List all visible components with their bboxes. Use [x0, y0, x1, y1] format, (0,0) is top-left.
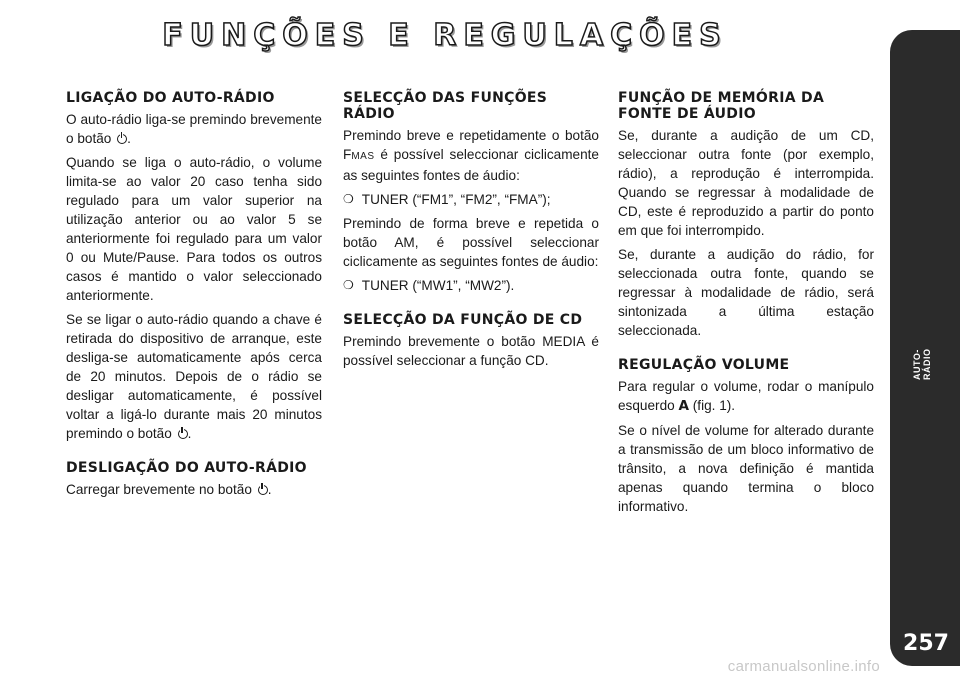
- section-heading-power-on: LIGAÇÃO DO AUTO-RÁDIO: [66, 90, 275, 106]
- text: TUNER (“MW1”, “MW2”).: [361, 278, 515, 293]
- text: Carregar brevemente no botão: [66, 482, 252, 497]
- list-item: [343, 276, 599, 295]
- section-heading-power-off: DESLIGAÇÃO DO AUTO-RÁDIO: [66, 460, 307, 476]
- text: (fig. 1).: [689, 398, 736, 413]
- section-heading-source-memory: FUNÇÃO DE MEMÓRIA DA FONTE DE ÁUDIO: [618, 90, 825, 122]
- paragraph: [618, 377, 874, 416]
- paragraph: [66, 110, 322, 148]
- text: TUNER (“FM1”, “FM2”, “FMA”);: [361, 192, 551, 207]
- section-heading-cd-function: SELECÇÃO DA FUNÇÃO DE CD: [343, 312, 583, 328]
- paragraph: Premindo brevemente o botão MEDIA é possível seleccionar a função CD.: [343, 334, 599, 368]
- page-number: 257: [903, 631, 949, 656]
- text: é possível seleccionar ciclicamente as seguintes fontes de áudio:: [343, 147, 599, 183]
- power-button-icon: [117, 134, 127, 144]
- text: Se se ligar o auto-rádio quando a chave é retirada do dispositivo de arranque, este desliga-se automaticamente após cerca de 20 minutos. Depois de o rádio se desligar automaticamente, é possível voltar a ligá-lo durante mais 20 minutos premindo o botão: [66, 312, 322, 441]
- paragraph: [66, 310, 322, 443]
- paragraph: Premindo de forma breve e repetida o botão AM, é possível seleccionar ciclicamente as seguintes fontes de áudio:: [343, 216, 599, 269]
- text: .: [127, 131, 131, 146]
- text: MAS: [351, 151, 375, 162]
- column-1: [66, 90, 322, 504]
- text: .: [267, 482, 272, 497]
- section-heading-volume: REGULAÇÃO VOLUME: [618, 357, 790, 373]
- power-button-icon: [178, 429, 188, 439]
- list-item: [343, 190, 599, 209]
- text: Para regular o volume, rodar o manípulo esquerdo: [618, 379, 874, 413]
- text: Premindo breve e repetidamente o botão F: [343, 128, 599, 162]
- column-2: [343, 90, 599, 375]
- column-3: [618, 90, 874, 521]
- paragraph: Se, durante a audição de um CD, seleccionar outra fonte (por exemplo, rádio), a reprodução é interrompida. Quando se regressar à modalidade de CD, este é reproduzido a partir do ponto em que foi interrompido.: [618, 128, 874, 238]
- text: A: [678, 398, 689, 414]
- bullet-icon: ❍: [343, 192, 354, 206]
- paragraph: Se o nível de volume for alterado durante a transmissão de um bloco informativo de trânsito, a nova definição é mantida apenas quando termina o bloco informativo.: [618, 423, 874, 514]
- text: O auto-rádio liga-se premindo brevemente o botão: [66, 112, 322, 146]
- side-tab-label: AUTO-RÁDIO: [912, 348, 932, 380]
- power-button-icon: [258, 485, 268, 495]
- page-title: FUNÇÕES E REGULAÇÕES: [162, 18, 728, 53]
- bullet-icon: ❍: [343, 278, 354, 292]
- paragraph: Quando se liga o auto-rádio, o volume limita-se ao valor 20 caso tenha sido regulado para um valor superior na utilização anterior ou ao valor 5 se anteriormente foi regulado para um valor 0 ou Mute/Pause. Para todos os outros casos é mantido o valor seleccionado anteriormente.: [66, 155, 322, 303]
- side-tab: [890, 30, 960, 666]
- watermark: carmanualsonline.info: [727, 658, 880, 675]
- paragraph: [66, 480, 322, 499]
- paragraph: Se, durante a audição do rádio, for seleccionada outra fonte, quando se regressar à modalidade de rádio, será sintonizada a última estação seleccionada.: [618, 247, 874, 338]
- section-heading-radio-functions: SELECÇÃO DAS FUNÇÕES RÁDIO: [343, 90, 548, 122]
- text: .: [187, 426, 192, 441]
- paragraph: [343, 126, 599, 185]
